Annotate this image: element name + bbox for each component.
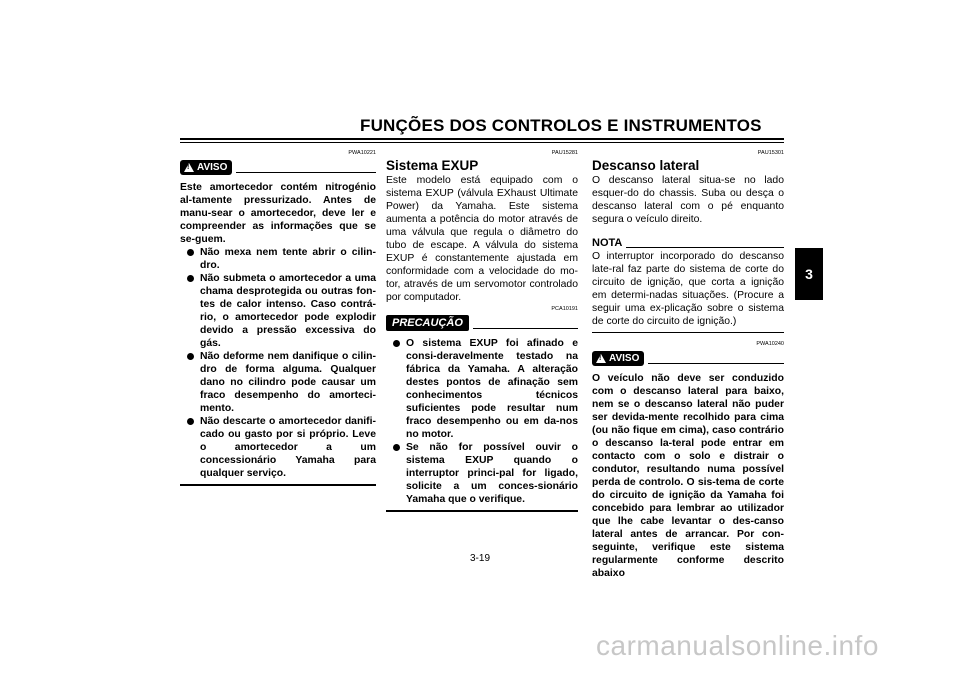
watermark: carmanualsonline.info xyxy=(596,630,879,661)
side-stand-warning-body: O veículo não deve ser conduzido com o descanso lateral para baixo, nem se o descanso lateral não puder ser devida-mente recolhido para cima (ou não fique em cima), caso contrário o descanso la-teral pode entrar em contacto com o solo e distrair o condutor, resultando numa possível perda de controlo. O sis-tema de corte do circuito de ignição da Yamaha foi concebido para lembrar ao utilizador que lhe cabe levantar o des-canso lateral antes de arrancar. Por con-seguinte, verifique este sistema regularmente conforme descrito abaixo xyxy=(592,373,784,579)
warning-badge xyxy=(180,160,232,175)
note-end-rule xyxy=(592,332,784,333)
note-body: O interruptor incorporado do descanso late-ral faz parte do sistema de corte do circuito de ignição, que corta a ignição em determi-nadas situações. (Procure a seguir uma ex-plicação sobre o sistema de corte do circuito de ignição.) xyxy=(592,251,784,327)
column-shock-absorber-warning xyxy=(180,150,376,486)
warning-rule xyxy=(236,172,376,173)
warning-rule xyxy=(648,363,784,364)
warning-triangle-icon xyxy=(184,163,194,172)
caution-bullets xyxy=(386,337,578,506)
bullet-item: O sistema EXUP foi afinado e consi-deravelmente testado na fábrica da Yamaha. A alteração destes pontos de afinação sem conhecimentos técnicos suficientes pode resultar num fraco desempenho ou em da-nos no motor. xyxy=(386,337,578,441)
warning-header xyxy=(592,350,784,366)
bullet-item: Não submeta o amortecedor a uma chama desprotegida ou outras fon-tes de calor intenso. Caso contrá-rio, o amortecedor pode explodir devido a pressão excessiva do gás. xyxy=(180,272,376,350)
column-side-stand xyxy=(592,150,784,580)
caution-badge: PRECAUÇÃO xyxy=(386,315,469,331)
page-number: 3-19 xyxy=(470,553,491,564)
header-rule-thin xyxy=(180,142,784,143)
page-header-title: FUNÇÕES DOS CONTROLOS E INSTRUMENTOS xyxy=(360,116,762,135)
bullet-item: Não descarte o amortecedor danifi-cado ou gasto por si próprio. Leve o amortecedor a um concessionário Yamaha para qualquer serviço. xyxy=(180,415,376,480)
warning-label: AVISO xyxy=(197,162,228,173)
bullet-item: Não deforme nem danifique o cilin-dro de forma alguma. Qualquer dano no cilindro pode causar um fraco desempenho do amorteci-mento. xyxy=(180,350,376,415)
warning-header xyxy=(180,159,376,175)
side-stand-body: O descanso lateral situa-se no lado esquer-do do chassis. Suba ou desça o descanso lateral com o pé enquanto segura o veículo direito. xyxy=(592,175,784,225)
ref-code: PWA10221 xyxy=(348,150,376,156)
warning-triangle-icon xyxy=(596,354,606,363)
bullet-item: Se não for possível ouvir o sistema EXUP quando o interruptor princi-pal for ligado, solicite a um conces-sionário Yamaha que o verifique. xyxy=(386,441,578,506)
warning-badge xyxy=(592,351,644,366)
ref-code: PAU15281 xyxy=(551,150,578,156)
note-header xyxy=(592,234,784,250)
warning-label: AVISO xyxy=(609,353,640,364)
warning-bullets xyxy=(180,246,376,480)
ref-code: PAU15301 xyxy=(757,150,784,156)
exup-body: Este modelo está equipado com o sistema EXUP (válvula EXhaust Ultimate Power) da Yamaha. Este sistema aumenta a potência do motor através de uma válvula que regula o diâmetro do tubo de escape. A válvula do sistema EXUP é constantemente ajustada em conformidade com a velocidade do mo-tor, através de um servomotor controlado por computador. xyxy=(386,175,578,303)
bullet-item: Não mexa nem tente abrir o cilin-dro. xyxy=(180,246,376,272)
header-rule xyxy=(180,138,784,140)
caution-header xyxy=(386,315,578,331)
warning-intro: Este amortecedor contém nitrogénio al-tamente pressurizado. Antes de manu-sear o amortecedor, deve ler e compreender as informações que se se-guem. xyxy=(180,182,376,245)
caution-end-rule xyxy=(386,510,578,512)
chapter-tab[interactable]: 3 xyxy=(795,248,823,300)
warning-end-rule xyxy=(180,484,376,486)
column-exup-system xyxy=(386,150,578,512)
caution-rule xyxy=(473,328,578,329)
section-title-exup: Sistema EXUP xyxy=(386,158,479,173)
note-rule xyxy=(626,247,784,248)
note-label: NOTA xyxy=(592,237,623,249)
warning-code: PWA10240 xyxy=(756,341,784,347)
section-title-side-stand: Descanso lateral xyxy=(592,158,700,173)
caution-code: PCA10191 xyxy=(551,306,578,312)
